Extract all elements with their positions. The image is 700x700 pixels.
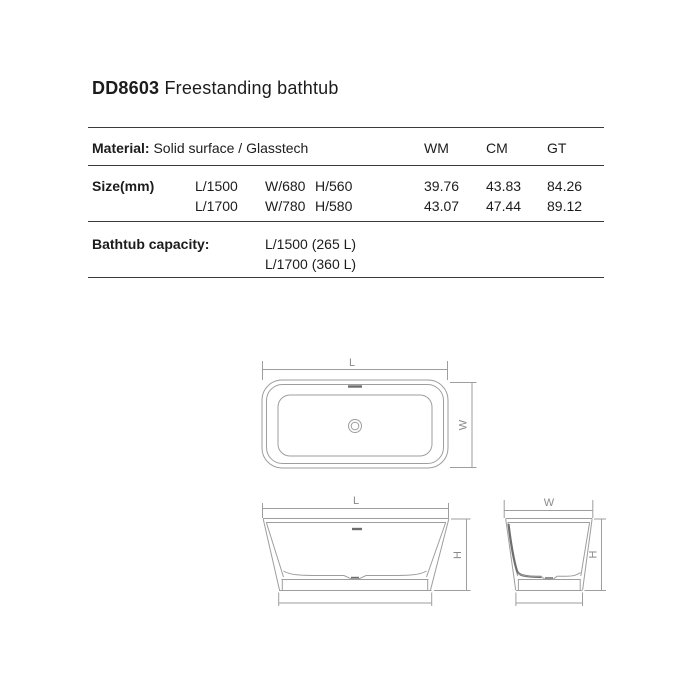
size-cm-2: 47.44: [486, 198, 522, 214]
side-view-height-label: H: [587, 550, 600, 559]
material-value: Solid surface / Glasstech: [153, 140, 309, 156]
material-label: Material:: [92, 140, 150, 156]
size-height-2: H/580: [315, 198, 353, 214]
side-view-width-label: W: [543, 497, 555, 509]
top-view-length-label: L: [348, 357, 356, 369]
front-view-height-label: H: [451, 551, 464, 559]
side-view-rim: [506, 519, 593, 523]
drain-outer-circle: [349, 420, 362, 433]
size-width-1: W/680: [265, 178, 306, 194]
size-gt-1: 84.26: [547, 178, 583, 194]
size-gt-2: 89.12: [547, 198, 583, 214]
tub-basin: [278, 395, 432, 456]
side-view-base-dimension-line: [516, 593, 583, 607]
column-header-gt: GT: [547, 140, 567, 156]
column-header-cm: CM: [486, 140, 508, 156]
size-wm-1: 39.76: [424, 178, 460, 194]
capacity-value-2: L/1700 (360 L): [265, 256, 357, 272]
column-header-wm: WM: [424, 140, 449, 156]
size-length-2: L/1700: [195, 198, 238, 214]
drain-inner-circle: [351, 422, 359, 430]
size-cm-1: 43.83: [486, 178, 522, 194]
product-type: Freestanding bathtub: [164, 78, 339, 98]
size-wm-2: 43.07: [424, 198, 460, 214]
top-view-drawing: [262, 357, 477, 468]
capacity-label: Bathtub capacity:: [92, 236, 210, 252]
size-height-1: H/560: [315, 178, 353, 194]
size-label: Size(mm): [92, 178, 155, 194]
front-view-drawing: [263, 495, 471, 606]
side-view-drawing: [504, 497, 606, 606]
tub-inner-rim: [267, 385, 444, 464]
front-view-base: [279, 580, 432, 591]
tub-outer-rim: [262, 380, 448, 468]
side-view-wall-section: [509, 524, 542, 577]
capacity-value-1: L/1500 (265 L): [265, 236, 357, 252]
size-length-1: L/1500: [195, 178, 238, 194]
side-view-base: [516, 580, 583, 591]
front-view-rim: [263, 519, 449, 523]
top-view-width-label: W: [457, 419, 470, 431]
front-view-base-dimension-line: [279, 593, 432, 607]
front-view-length-label: L: [352, 495, 360, 507]
model-number: DD8603: [92, 78, 160, 98]
size-width-2: W/780: [265, 198, 306, 214]
